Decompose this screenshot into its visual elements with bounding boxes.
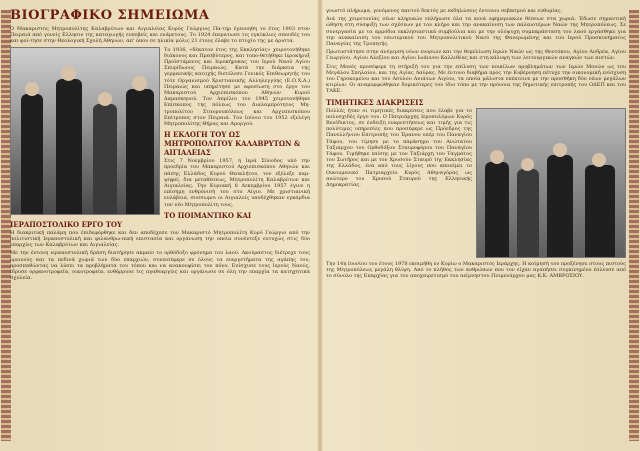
- election-paragraph: Στις 7 Νοεμβρίου 1957, η Ιερά Σύνοδος υπό την προεδρία του Μακαριστού Αρχιεπισκόπου Αθηνών και πάσης Ελλάδος Κυρού Θεοκλήτου, τον εξέλεξε παμ-ψηφεί, δια μεταθέσεως, Μητροπολίτη Καλαβρύτων και Αιγιαλείας. Την Κυριακή 8 Δεκεμβρίου 1957 έγινε η επίσημη ενθρόνισή του στο Αίγιο. Με χριστιανική ευλάβεια, συσσωμοι οι Αιγιαλείς υποδέχθηκαν εγκάρδια τον νέο Μητροπολίτη τους.: [164, 158, 310, 208]
- head-2: [61, 66, 76, 81]
- honors-heading: ΤΙΜΗΤΙΚΕΣ ΔΙΑΚΡΙΣΕΙΣ: [326, 97, 424, 107]
- head-6: [521, 158, 534, 171]
- figure-7: [547, 155, 573, 257]
- figure-8: [585, 165, 615, 257]
- procession-photo: [10, 47, 160, 215]
- election-heading: Η ΕΚΛΟΓΗ ΤΟΥ ΩΣ ΜΗΤΡΟΠΟΛΙΤΟΥ ΚΑΛΑΒΡΥΤΩΝ & ΑΙΓΙΑΛΕΙΑΣ: [164, 130, 301, 158]
- left-page: [10, 8, 310, 445]
- clergy-paragraph: Διά της χειροτονίας νέων κληρικών επλήρωσε όλα τα κενά εφημεριακών θέσεων στα χωριά. Έδωσε σημαντική ώθηση στη σύσφιξη των σχέσεων με τον κλήρο και την ανακαίνιση των παλαιοτέρων Ναών της Μητροπόλεως. Σε συνεργασία με τα αρμόδια εκκλησιαστικά συμβούλια και με την ολόψυχη συμπαράσταση του λαού εργάσθηκε για την ανακαίνιση του εσωτερικού του Μητροπολιτικού Ναού της Φανερωμένης και του Ιερού Προσκυνήματος Παναγίας της Τρυπητής.: [326, 16, 626, 48]
- continuation-paragraph: γνωστό πλήρωμα, γενόμενος παντού δεκτός με εκδηλώσεις έντονου σεβασμού και ευθυμίας.: [326, 8, 563, 14]
- pastoral-paragraph-2: Με την έντονη ιεραποστολική δράση διατήρησε ακμαίο το ορθόδοξο φρόνημα του λαού. Ακούραστος διέτρεχε τους ορεινούς και τα πεδινά χωριά των δύο επαρχιών, συνεισέφερε σε όλους τα ευεργετήματα της αγάπης του, προσπαθώντας να λύσει τα προβλήματα του τόπου και να ανακουφίσει τον πόνο. Ενίσχυσε τους Ιερούς Ναούς, ίδρυσε ορφανοτροφεία, οικοτροφεία, ενθάρρυνε τις αγαθοεργίες και οργάνωσε σε όλη την επαρχία τα κατηχητικά σχολεία.: [10, 250, 310, 282]
- figure-3: [93, 104, 117, 214]
- figure-5: [485, 162, 509, 257]
- right-ornament-border: [629, 10, 639, 441]
- head-5: [490, 150, 504, 164]
- figure-1: [21, 94, 43, 214]
- honors-paragraph: Πολλές ήταν οι τιμητικές διακρίσεις που έλαβε για το πολυσχιδές έργο του. Ο Πατριάρχης Ιεροσολύμων Κυρός Βενέδικτος, σε ένδειξη ευαρεστήσεως και τιμής για τις πολύτιμες υπηρεσίες που προσέφερε ως Πρόεδρος της Πανελλήνιου Επιτροπής του Έρανου υπέρ του Παναγίου Τάφου, του τίμησε με το παράσημο του Ανώτατου Ταξιάρχου του Ορθοδόξου Σταυροφόρου του Παναγίου Τάφου. Τιμήθηκε επίσης με τον Ταξιάρχη του Ταγματος του Σωτήρος και με τον Χρυσούν Σταυρό της Εκκλησίας της Ελλάδος, ένα από τους λίγους που απονέμει το Οικουμενικό Πατριαρχείο Κυρός Αθηναγόρας ως ανώτερο του Χρυσού Σταυρού της Ελληνικής Δημοκρατίας.: [326, 107, 472, 189]
- repose-paragraph: Την 14η Ιουνίου του έτους 1978 εκοιμήθη εν Κυρίω ο Μακαριστός Ιεράρχης. Η κοίμησή του προξένησε στους πιστούς της Μητροπόλεως μεγάλη θλίψη. Από το πλήθος των ανθρώπων που τον είχαν αγαπήσει συγκινημένο έπλευσε από το σύνολο της Επαρχίας για τον αποχαιρετισμό του αείμνηστου Ποιμενάρχου μας Κ.Κ. ΑΜΒΡΟΣΙΟΥ.: [326, 260, 626, 280]
- head-7: [553, 143, 567, 157]
- right-page: [326, 8, 626, 445]
- head-1: [25, 82, 39, 96]
- career-paragraph: Το 1936, «δέκατον έτος της Εκκλησίας» χειροτονήθηκε διάκονος και Πρεσβύτερος, και τοπο-θετήθηκε Ιεροκήρυξ Προϊστάμενος και Ιεροκήρυκας του Ιερού Ναού Αγίου Σπυρίδωνος Πειραιώς. Κατά την διάρκεια της γερμανικής κατοχής διετέλεσε Γενικός Επιθεωρητής του τότε Οργανισμού Χριστιανικής Αλληλεγγύης (Ε.Ο.Χ.Α.) Πειραιώς και υπηρέτησε με αφοσίωση στο έργο του Μακαριστού Αρχιεπισκόπου Αθηνών Κυρού Δαμασκηνού. Τον Απρίλιο του 1945 χειροτονήθηκε Επίσκοπος της πόλεως του Διαλαμπρότητος Μη-τροπολίτου Σταυρουπόλεως και Αρχιεπισκόπου Επίτροπος στον Πειραιά. Τον Ιούνιο του 1952 εξελέγη Μητροπολίτης Θήρας και Αμοργού.: [164, 46, 310, 128]
- page-title: ΒΙΟΓΡΑΦΙΚΟ ΣΗΜΕΙΩΜΑ: [10, 8, 210, 23]
- figure-2: [56, 79, 82, 214]
- churches-paragraph: Πρωτοστάτησε στην ανέγερση νέων ενοριών και την θεμελίωση Ιερών Ναών ως της Θεοτόκου, Αγίου Ανδρέα, Αγίου Γεωργίου, Αγίου Αλεξίου και Αγίου Ιωάννου Καλλιθέας και στη κάλυψη των λειτουργικών αναγκών των πιστών.: [326, 49, 626, 62]
- monasteries-paragraph: Στις Μονές προσέφερε τη στήριξή του για την επίλυση των ποικίλων προβλημάτων των Ιερών Μονών ως του Μεγάλου Σπηλαίου, και της Αγίας Λαύρας. Με έντονο διαβήμα προς την Κυβέρνηση πέτυχε την οικονομική ενίσχυση του Γηροκομείου και του Ασύλου Ανιάτων Αιγίου, τα οποία μάλιστα επέκτεινε με την προσθήκη δύο νέων μεγάλων κτιρίων. Οι αναμορφώθηκαν δομικότερες τον ίδιο τόπο με την πρόνοια της δημοτικής επιτροπής του ΟΔΕΠ και του ΤΑΚΕ.: [326, 63, 626, 95]
- figure-4: [126, 89, 154, 214]
- head-8: [592, 153, 606, 167]
- pastoral-heading: ΤΟ ΠΟΙΜΑΝΤΙΚΟ ΚΑΙ ΙΕΡΑΠΟΣΤΟΛΙΚΟ ΕΡΓΟ ΤΟΥ: [10, 210, 252, 229]
- pastoral-paragraph-1: Η διακριτική παλάμη που έπιδεφόρθηκε και δεν αποδέχεσε τον Μακαριστό Μητροπολίτη Κυρό Γεώργιο από την πολιτιστική Ιεραποστολική και φιλανθρω-πική επιστασία και οργάνωση την οποία συνέντεξε ευτυχώς στις δύο επαρχίες των Καλαβρύτων και Αιγιαλείας.: [10, 229, 310, 249]
- head-4: [132, 76, 147, 91]
- head-3: [98, 92, 112, 106]
- figure-6: [517, 169, 539, 257]
- gathering-photo: [476, 108, 626, 258]
- intro-paragraph: Ο Μακαριστός Μητροπολίτης Καλαβρύτων και Αιγιαλείας Κυρός Γεώργιος Πα-τηρ έγεννηθη το έτος 1903 στον Πειραιά από γονείς Ελλησιν της καταγωγής ευσεβείς και ενάρετους. Το 1924 έπερατωσε τις εγκύκλιες σπουδές του και φοί-τησε στην Θεολογική Σχολή Αθηνών, απ' όπου σε ηλικία μόλις 21 έτους έλαβε το πτυχίο της με άριστα.: [10, 26, 310, 45]
